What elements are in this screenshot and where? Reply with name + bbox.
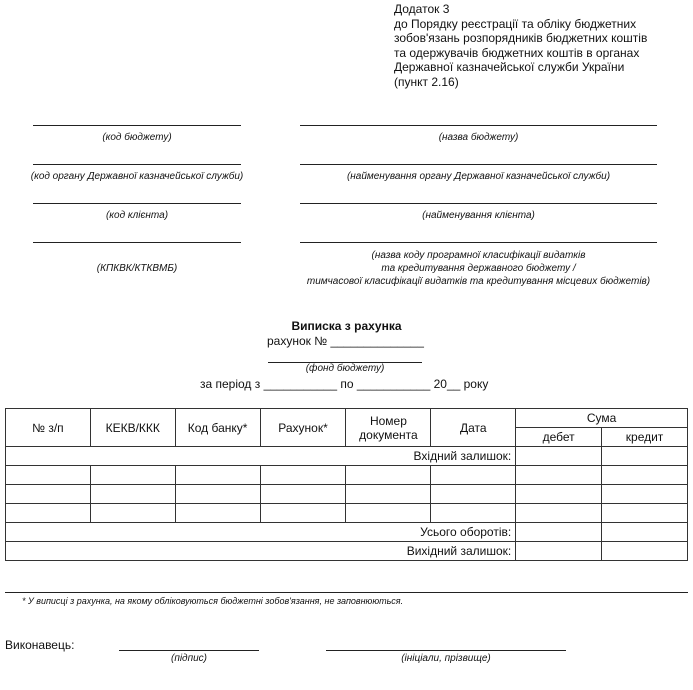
- opening-balance-debit: [516, 447, 602, 466]
- opening-balance-credit: [602, 447, 688, 466]
- treasury-code-line: [33, 164, 241, 165]
- header-kekv: КЕКВ/ККК: [90, 409, 175, 447]
- opening-balance-label: Вхідний залишок:: [6, 447, 516, 466]
- executor-label: Виконавець:: [5, 638, 75, 652]
- header-num: № з/п: [6, 409, 91, 447]
- header-debit: дебет: [516, 428, 602, 447]
- header-bank-code: Код банку*: [175, 409, 260, 447]
- kpkvk-caption: (КПКВК/КТКВМБ): [96, 263, 178, 274]
- closing-balance-debit: [516, 542, 602, 561]
- footnote: * У виписці з рахунка, на якому обліковуються бюджетні зобов'язання, не заповнюються.: [22, 596, 404, 606]
- client-name-line: [300, 203, 657, 204]
- budget-code-caption: (код бюджету): [102, 132, 172, 143]
- budget-name-line: [300, 125, 657, 126]
- header-credit: кредит: [602, 428, 688, 447]
- appendix-note: Додаток 3 до Порядку реєстрації та обліку бюджетних зобов'язань розпорядників бюджетних коштів та одержувачів бюджетних коштів в органах Державної казначейської служби України (пункт 2.16): [394, 2, 648, 89]
- treasury-code-caption: (код органу Державної казначейської служби): [30, 171, 244, 182]
- signature-caption: (підпис): [171, 653, 207, 664]
- header-doc-num: Номер документа: [346, 409, 431, 447]
- period-line: за період з ___________ по ___________ 20__ року: [200, 377, 489, 391]
- name-line: [326, 650, 566, 651]
- name-caption: (ініціали, прізвище): [401, 653, 491, 664]
- kpkvk-line: [33, 242, 241, 243]
- program-code-caption-3: тимчасової класифікації видатків та кредитування місцевих бюджетів): [306, 276, 651, 287]
- statement-title: Виписка з рахунка: [291, 319, 402, 333]
- budget-name-caption: (назва бюджету): [438, 132, 519, 143]
- header-date: Дата: [431, 409, 516, 447]
- closing-balance-credit: [602, 542, 688, 561]
- program-code-caption-2: та кредитування державного бюджету /: [381, 263, 576, 274]
- footnote-divider: [5, 592, 688, 593]
- account-line: рахунок № ______________: [267, 334, 424, 348]
- total-turnover-label: Усього оборотів:: [6, 523, 516, 542]
- program-code-line: [300, 242, 657, 243]
- treasury-name-caption: (найменування органу Державної казначейської служби): [346, 171, 611, 182]
- closing-balance-label: Вихідний залишок:: [6, 542, 516, 561]
- treasury-name-line: [300, 164, 657, 165]
- program-code-caption-1: (назва коду програмної класифікації видатків: [371, 250, 586, 261]
- table-row: [6, 504, 688, 523]
- total-turnover-debit: [516, 523, 602, 542]
- total-turnover-credit: [602, 523, 688, 542]
- table-row: [6, 466, 688, 485]
- signature-line: [119, 650, 259, 651]
- statement-table: [5, 408, 688, 561]
- header-sum: Сума: [516, 409, 688, 428]
- budget-code-line: [33, 125, 241, 126]
- header-account: Рахунок*: [260, 409, 346, 447]
- client-code-caption: (код клієнта): [105, 210, 169, 221]
- fund-caption: (фонд бюджету): [305, 363, 385, 374]
- client-name-caption: (найменування клієнта): [422, 210, 535, 221]
- table-row: [6, 485, 688, 504]
- client-code-line: [33, 203, 241, 204]
